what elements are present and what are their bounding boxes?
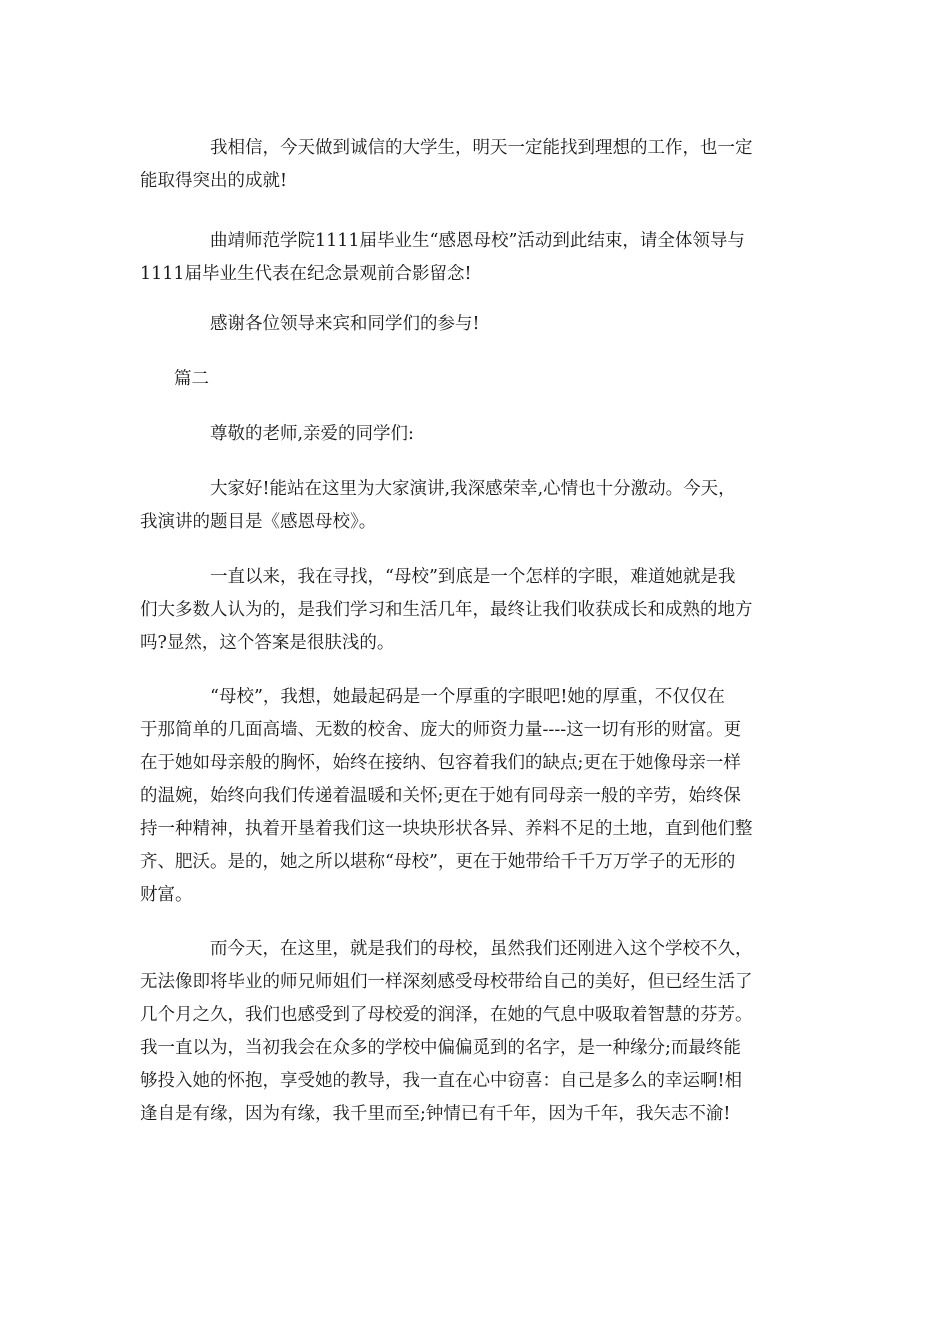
paragraph-line: 感谢各位领导来宾和同学们的参与! bbox=[210, 314, 480, 334]
paragraph-1 bbox=[140, 132, 812, 198]
paragraph-line: 一直以来，我在寻找，“母校”到底是一个怎样的字眼，难道她就是我 bbox=[210, 567, 736, 587]
paragraph-7 bbox=[140, 681, 812, 912]
paragraph-line: 吗?显然，这个答案是很肤浅的。 bbox=[140, 633, 395, 653]
paragraph-line: 在于她如母亲般的胸怀，始终在接纳、包容着我们的缺点;更在于她像母亲一样 bbox=[140, 753, 741, 773]
paragraph-line: 大家好!能站在这里为大家演讲,我深感荣幸,心情也十分激动。今天， bbox=[210, 479, 736, 499]
paragraph-line: 于那简单的几面高墙、无数的校舍、庞大的师资力量----这一切有形的财富。更 bbox=[140, 720, 742, 740]
paragraph-line: 们大多数人认为的，是我们学习和生活几年，最终让我们收获成长和成熟的地方 bbox=[140, 600, 753, 620]
paragraph-line: 够投入她的怀抱，享受她的教导，我一直在心中窃喜：自己是多么的幸运啊!相 bbox=[140, 1071, 743, 1091]
paragraph-6 bbox=[140, 561, 812, 660]
paragraph-line: 的温婉，始终向我们传递着温暖和关怀;更在于她有同母亲一般的辛劳，始终保 bbox=[140, 786, 741, 806]
paragraph-4 bbox=[140, 418, 812, 451]
paragraph-8 bbox=[140, 933, 812, 1131]
paragraph-line: 财富。 bbox=[140, 885, 193, 905]
paragraph-line: 曲靖师范学院1111届毕业生“感恩母校”活动到此结束，请全体领导与 bbox=[210, 231, 745, 251]
paragraph-line: 尊敬的老师,亲爱的同学们: bbox=[210, 424, 414, 444]
section-heading: 篇二 bbox=[174, 369, 209, 389]
paragraph-line: 1111届毕业生代表在纪念景观前合影留念! bbox=[140, 264, 472, 284]
paragraph-3 bbox=[140, 308, 812, 341]
paragraph-5 bbox=[140, 473, 812, 539]
paragraph-line: 逢自是有缘，因为有缘，我千里而至;钟情已有千年，因为千年，我矢志不渝! bbox=[140, 1104, 731, 1124]
paragraph-line: 几个月之久，我们也感受到了母校爱的润泽，在她的气息中吸取着智慧的芬芳。 bbox=[140, 1005, 753, 1025]
paragraph-line: “母校”，我想，她最起码是一个厚重的字眼吧!她的厚重，不仅仅在 bbox=[210, 687, 725, 707]
paragraph-line: 无法像即将毕业的师兄师姐们一样深刻感受母校带给自己的美好，但已经生活了 bbox=[140, 972, 753, 992]
paragraph-line: 我一直以为，当初我会在众多的学校中偏偏觅到的名字，是一种缘分;而最终能 bbox=[140, 1038, 741, 1058]
paragraph-line: 我相信，今天做到诚信的大学生，明天一定能找到理想的工作，也一定 bbox=[210, 138, 753, 158]
paragraph-line: 齐、肥沃。是的，她之所以堪称“母校”，更在于她带给千千万万学子的无形的 bbox=[140, 852, 736, 872]
paragraph-line: 持一种精神，执着开垦着我们这一块块形状各异、养料不足的土地，直到他们整 bbox=[140, 819, 753, 839]
paragraph-line: 我演讲的题目是《感恩母校》。 bbox=[140, 512, 377, 532]
paragraph-line: 能取得突出的成就! bbox=[140, 171, 288, 191]
paragraph-line: 而今天，在这里，就是我们的母校，虽然我们还刚进入这个学校不久， bbox=[210, 939, 753, 959]
paragraph-2 bbox=[140, 225, 812, 291]
